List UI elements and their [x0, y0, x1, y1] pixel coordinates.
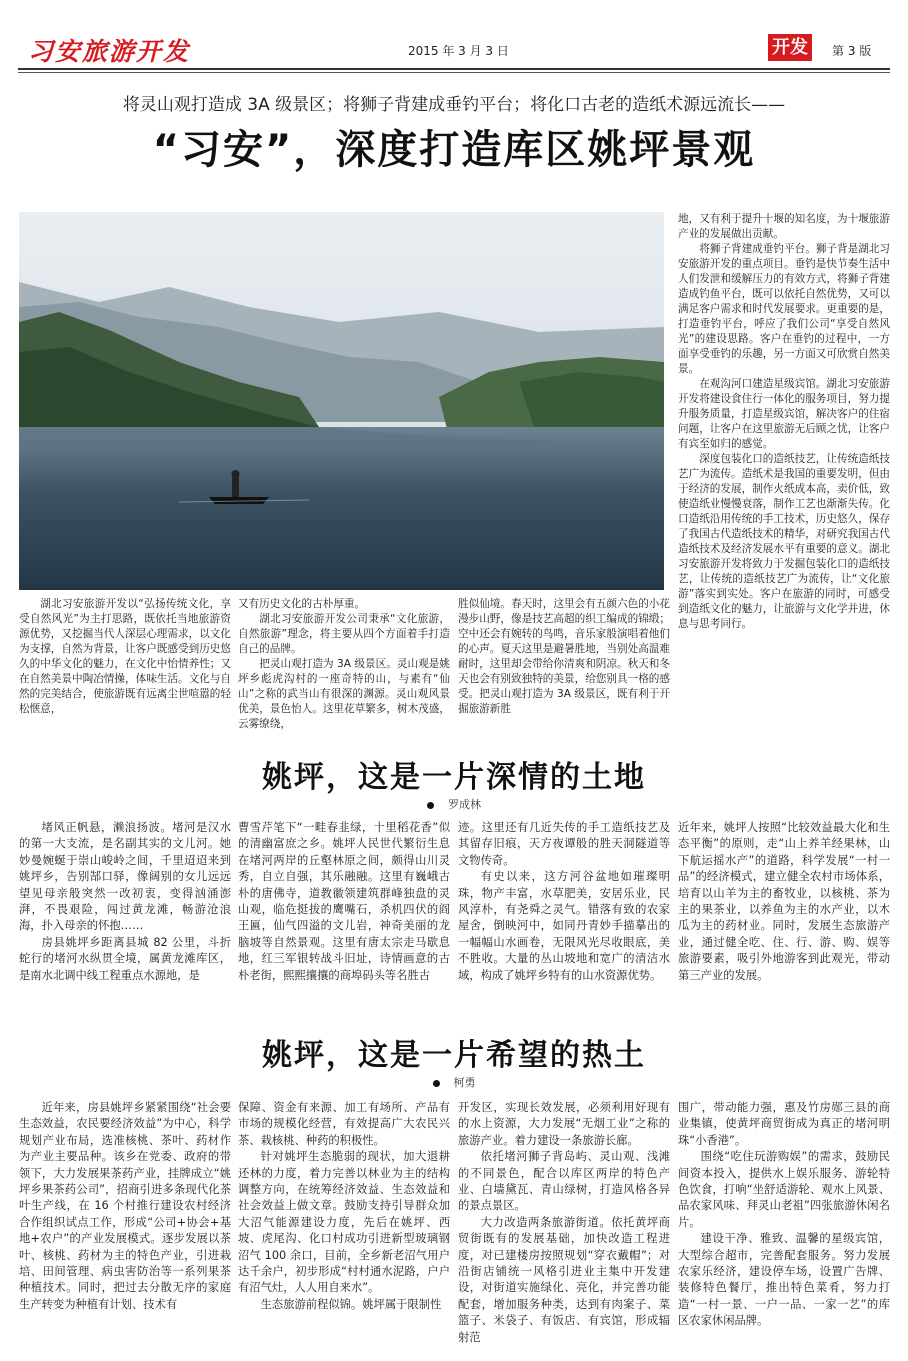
lead-col-3	[458, 597, 670, 737]
section3-col-2	[238, 1100, 450, 1352]
section2-author: 罗成林	[448, 798, 481, 811]
section3-col2-p2: 针对姚坪生态脆弱的现状，加大退耕还林的力度，着力完善以林业为主的结构调整方向，在统筹经济效益、生态效益和社会效益上做文章。鼓励支持引导群众加大沼气能源建设力度，先后在姚坪、西坡、虎尾沟、化口村成功引进新型玻璃钢沼气 100 余口，目前，全乡新老沼气用户达千余户，初步形成“村村通水泥路，户户有沼气灶，人人用自来水”。	[238, 1150, 450, 1295]
lead-col-1	[19, 597, 231, 737]
section2-col3-p1: 迹。这里还有几近失传的手工造纸技艺及其留存旧痕，天方夜谭般的胜天洞隧道等文物传奇。	[458, 821, 670, 867]
lead-col4-p1: 地，又有利于提升十堰的知名度，为十堰旅游产业的发展做出贡献。	[678, 213, 890, 240]
header-rule-thin	[18, 72, 890, 73]
section2-col-1	[19, 820, 231, 1020]
section3-col1-p1: 近年来，房县姚坪乡紧紧围绕“社会要生态效益，农民要经济效益”为中心，科学规划产业布局，选准核桃、茶叶、药材作为产业主要品种。该乡在党委、政府的带领下，大力发展果茶药产业，挂牌成立“姚坪乡果茶药公司”，招商引进多条现代化茶叶生产线，在 16 个村推行建设农村经济合作组织试点工作，形成“公司+协会+基地+农户”的产业发展模式。逐步发展以茶叶、核桃、药材为主的特色产业，引进栽培、田间管理、病虫害防治等一系列果茶种植技术。同时，把过去分散无序的家庭生产转变为种植有计划、技术有	[19, 1101, 231, 1311]
lake-mountain-photo	[19, 212, 664, 590]
section2-title: 姚坪，这是一片深情的土地	[262, 760, 646, 795]
section2-col3-p2: 有史以来，这方河谷盆地如璀璨明珠，物产丰富，水草肥美，安居乐业，民风淳朴，有尧舜之灵气。错落有致的农家屋舍，倒映河中，如同丹青妙手描摹出的一幅幅山水画卷，无限风光尽收眼底，美不胜收。大量的丛山坡地和宽广的清洁水域，构成了姚坪乡特有的山水资源优势。	[458, 870, 670, 982]
section3-col3-p1: 开发区，实现长效发展，必须利用好现有的水上资源，大力发展“无烟工业”之称的旅游产业。着力建设一条旅游长廊。	[458, 1101, 670, 1147]
lead-col4-p3: 在观沟河口建造星级宾馆。湖北习安旅游开发将建设食住行一体化的服务项目，努力提升服务质量，打造星级宾馆，解决客户的住宿问题，让客户在这里旅游无后顾之忧，让客户有宾至如归的感觉。	[678, 378, 890, 450]
section3-byline	[0, 1074, 908, 1090]
section2-byline	[0, 796, 908, 812]
masthead-logo: 习安旅游开发	[28, 37, 191, 66]
lead-col2-p2: 湖北习安旅游开发公司秉承“文化旅游，自然旅游”理念，将主要从四个方面着手打造自己的品牌。	[238, 613, 450, 655]
section2-col2-p1: 曹雪芹笔下“一畦春韭绿，十里稻花香”似的清幽富庶之乡。姚坪人民世代繁衍生息在堵河两岸的丘壑林原之间，颇得山川灵秀，自立自强，其乐融融。这里有巍峨古朴的唐佛寺，道教徽领建筑群峰独盘的灵山观，临危挺拔的鹰嘴石，杀机四伏的阎王匾，仙气四溢的文儿岩，神奇美丽的龙脑坡等自然景观。这里有唐太宗走马歇息地，红三军银转战斗旧址，诗情画意的古朴老街，熙熙攘攘的商埠码头等名胜古	[238, 821, 450, 982]
section3-col-4	[678, 1100, 890, 1352]
issue-date: 2015 年 3 月 3 日	[408, 44, 509, 58]
section2-col1-p1: 堵风正帆悬，濑浪扬波。堵河是汉水的第一大支流，是名副其实的文儿河。她妙曼婉蜒于崇山峻岭之间，千里迢迢来到姚坪乡，告别郜口驿，像阔别的女儿远远望见母亲般突然一改初衷，变得汹涌澎湃，不畏艰险，闯过黄龙滩，畅游沧浪海，扑入母亲的怀抱……	[19, 821, 231, 933]
lead-headline: “习安”，深度打造库区姚坪景观	[152, 127, 756, 173]
lead-col1-p1: 湖北习安旅游开发以“弘扬传统文化，享受自然风光”为主打思路，既依托当地旅游资源优势，又挖掘当代人深层心理需求，以文化为支撑，自然为背景，让客户既感受到历史悠久的中华文化的魅力，在文化中怡情养性；又在自然美景中陶冶情操，体味生活。文化与自然的完美结合，使旅游既有远离尘世喧嚣的轻松惬意，	[19, 598, 231, 715]
section3-col2-p1: 保障、资金有来源、加工有场所、产品有市场的规模化经营，有效提高广大农民兴茶、栽核桃、种药的积极性。	[238, 1101, 450, 1147]
section3-author: 柯勇	[453, 1076, 476, 1089]
section3-col2-p3: 生态旅游前程似锦。姚坪属于限制性	[260, 1297, 442, 1311]
header-rule	[18, 68, 890, 70]
byline-dot-icon	[433, 1080, 440, 1087]
section2-col-4	[678, 820, 890, 1020]
lead-col2-p1: 又有历史文化的古朴厚重。	[238, 598, 366, 610]
section3-col3-p2: 依托堵河狮子背岛屿、灵山观、浅滩的不同景色，配合以库区两岸的特色产业、白墙黛瓦、青山绿树，打造风格各异的景点景区。	[458, 1150, 670, 1213]
lead-subtitle: 将灵山观打造成 3A 级景区；将狮子背建成垂钓平台；将化口古老的造纸术源远流长——	[122, 95, 786, 115]
section2-col-2	[238, 820, 450, 1020]
lead-col3-p1: 胜似仙境。春天时，这里会有五颜六色的小花漫步山野，像是技艺高超的织工编成的锦缎；空中还会有婉转的鸟鸣，音乐家般演唱着他们的心声。夏天这里是避暑胜地，当别处高温难耐时，这里却会带给你清爽和阴凉。秋天和冬天也会有别致独特的美景，给您别具一格的感受。把灵山观打造为 3A 级景区，既有利于开掘旅游新胜	[458, 598, 670, 715]
section3-col-1	[19, 1100, 231, 1352]
lead-col2-p3: 把灵山观打造为 3A 级景区。灵山观是姚坪乡彪虎沟村的一座奇特的山，与素有“仙山”之称的武当山有很深的渊源。灵山观风景优美，景色怡人。这里花草繁多，树木茂盛，云雾缭绕，	[238, 658, 450, 730]
section3-col4-p3: 建设干净、雅致、温馨的星级宾馆，大型综合超市，完善配套服务。努力发展农家乐经济，建设停车场，设置广告牌、装修特色餐厅，推出特色菜肴，努力打造“一村一景、一户一品、一家一艺”的库区农家休闲品牌。	[678, 1232, 890, 1328]
section3-col4-p2: 围绕“吃住玩游购娱”的需求，鼓励民间资本投入，提供水上娱乐服务、游轮特色饮食，打响“坐舒适游轮、观水上风景、品农家风味、拜灵山老祖”四张旅游休闲名片。	[678, 1150, 890, 1229]
lake-mountain-photo-icon	[19, 212, 664, 590]
section3-title: 姚坪，这是一片希望的热土	[262, 1038, 646, 1073]
page-number: 第 3 版	[832, 44, 872, 58]
lead-col-2	[238, 597, 450, 737]
byline-dot-icon	[427, 802, 434, 809]
section2-col-3	[458, 820, 670, 1020]
lead-col-4	[678, 212, 890, 737]
section3-col4-p1: 围广，带动能力强，惠及竹房郧三县的商业集镇，使黄坪商贸街成为真正的堵河明珠“小香港”。	[678, 1101, 890, 1147]
section2-col1-p2: 房县姚坪乡距离县城 82 公里，斗折蛇行的堵河水纵贯全境，属黄龙滩库区，是南水北调中线工程重点水源地，是	[19, 935, 231, 982]
section-tag: 开发	[768, 34, 812, 61]
section3-col-3	[458, 1100, 670, 1352]
section2-col4-p1: 近年来，姚坪人按照“比较效益最大化和生态平衡”的原则，走“山上养羊经果林，山下航运摇水产”的道路，科学发展“一村一品”的经济模式，建立健全农村市场体系，培育以山羊为主的畜牧业，以核桃、茶为主的果茶业，以养鱼为主的水产业，以木瓜为主的药材业。同时，发展生态旅游产业，通过健全吃、住、行、游、购、娱等旅游要素，吸引外地游客到此观光，带动第三产业的发展。	[678, 821, 890, 982]
lead-col4-p2: 将狮子背建成垂钓平台。狮子背是湖北习安旅游开发的重点项目。垂钓是快节奏生活中人们发泄和缓解压力的有效方式，将狮子背建造成钓鱼平台，既可以依托自然优势，又可以满足客户需求和时代发展要求。更重要的是，打造垂钓平台，呼应了我们公司“享受自然风光”的建设思路。客户在垂钓的过程中，一方面享受垂钓的乐趣，另一方面又可欣赏自然美景。	[678, 243, 890, 375]
section3-col3-p3: 大力改造两条旅游街道。依托黄坪商贸街既有的发展基础，加快改造工程进度，对已建楼房按照规划“穿衣戴帽”；对沿街店铺统一风格引进业主集中开发建设，对街道实施绿化、亮化，并完善功能配套，增加服务种类，达到有肉案子、菜篮子、米袋子、有饭店、有宾馆，形成辐射范	[458, 1215, 670, 1344]
lead-col4-p4: 深度包装化口的造纸技艺，让传统造纸技艺广为流传。造纸术是我国的重要发明，但由于经济的发展，制作火纸成本高，卖价低，致使造纸业慢慢衰落，制作工艺也渐渐失传。化口造纸沿用传统的手工技术，历史悠久，保存了我国古代造纸技术的精华，对研究我国古代造纸技术及经济发展水平有重要的意义。湖北习安旅游开发将致力于发掘包装化口的造纸技艺，让传统的造纸技艺广为流传，让“文化旅游”落实到实处。客户在旅游的同时，可感受到造纸文化的魅力，让旅游与文化学并进，休息与思考同行。	[678, 453, 890, 630]
